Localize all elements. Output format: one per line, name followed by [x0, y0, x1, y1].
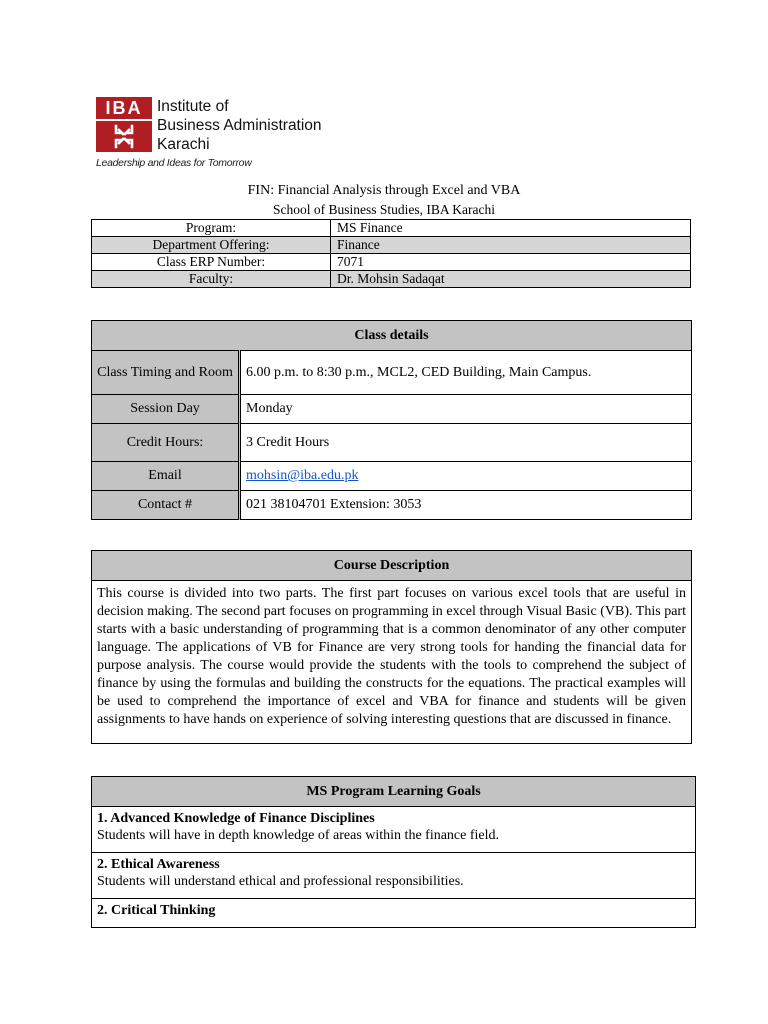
class-details-table	[91, 320, 692, 520]
goal-row	[92, 853, 696, 899]
course-title: FIN: Financial Analysis through Excel and VBA	[247, 183, 521, 198]
goal-description: Students will understand ethical and professional responsibilities.	[97, 874, 464, 889]
logo-tagline: Leadership and Ideas for Tomorrow	[96, 157, 252, 169]
goal-title: 2. Critical Thinking	[97, 903, 216, 918]
logo-abbr: IBA	[96, 97, 152, 119]
institute-line-2: Business Administration	[157, 117, 322, 134]
school-name: School of Business Studies, IBA Karachi	[273, 202, 495, 217]
class-details-heading: Class details	[92, 321, 692, 351]
class-timing-value: 6.00 p.m. to 8:30 p.m., MCL2, CED Building, Main Campus.	[240, 351, 692, 395]
info-value: Finance	[331, 237, 691, 254]
institute-line-1: Institute of	[157, 98, 229, 115]
credit-hours-label: Credit Hours:	[92, 424, 240, 462]
goal-cell	[92, 899, 696, 928]
credit-hours-row	[92, 424, 692, 462]
course-description-body-row	[92, 581, 692, 744]
goal-cell	[92, 853, 696, 899]
info-label: Department Offering:	[92, 237, 331, 254]
emblem-glyph-icon	[96, 121, 152, 152]
info-value: Dr. Mohsin Sadaqat	[331, 271, 691, 288]
course-description-table	[91, 550, 692, 744]
goal-row	[92, 807, 696, 853]
goal-row	[92, 899, 696, 928]
info-value: MS Finance	[331, 220, 691, 237]
iba-logo	[96, 97, 336, 173]
email-link[interactable]: mohsin@iba.edu.pk	[246, 468, 359, 483]
info-row-program	[92, 220, 691, 237]
class-timing-label: Class Timing and Room	[92, 351, 240, 395]
learning-goals-heading: MS Program Learning Goals	[92, 777, 696, 807]
info-label: Faculty:	[92, 271, 331, 288]
course-description-heading: Course Description	[92, 551, 692, 581]
email-label: Email	[92, 462, 240, 491]
learning-goals-table	[91, 776, 696, 928]
course-info-table	[91, 219, 691, 288]
institute-line-3: Karachi	[157, 136, 210, 153]
info-value: 7071	[331, 254, 691, 271]
info-label: Class ERP Number:	[92, 254, 331, 271]
session-day-value: Monday	[240, 395, 692, 424]
institute-name	[157, 97, 322, 154]
info-row-department	[92, 237, 691, 254]
class-details-header-row	[92, 321, 692, 351]
learning-goals-header-row	[92, 777, 696, 807]
email-row	[92, 462, 692, 491]
info-row-erp	[92, 254, 691, 271]
goal-description: Students will have in depth knowledge of areas within the finance field.	[97, 828, 500, 843]
session-day-row	[92, 395, 692, 424]
contact-row	[92, 491, 692, 520]
goal-cell	[92, 807, 696, 853]
iba-emblem-icon	[96, 121, 152, 152]
goal-title: 2. Ethical Awareness	[97, 857, 220, 872]
credit-hours-value: 3 Credit Hours	[240, 424, 692, 462]
info-row-faculty	[92, 271, 691, 288]
goal-title: 1. Advanced Knowledge of Finance Disciplines	[97, 811, 375, 826]
contact-value: 021 38104701 Extension: 3053	[240, 491, 692, 520]
info-label: Program:	[92, 220, 331, 237]
course-description-header-row	[92, 551, 692, 581]
class-timing-row	[92, 351, 692, 395]
session-day-label: Session Day	[92, 395, 240, 424]
course-description-text: This course is divided into two parts. The first part focuses on various excel tools that are useful in decision making. The second part focuses on programming in excel through Visual Basic (VB). This part starts with a basic understanding of programming that is a common denominator of any other computer language. The applications of VB for Finance are very strong tools for handing the financial data for purpose analysis. The course would provide the students with the tools to comprehend the subject of finance by using the formulas and building the constructs for the equations. The practical examples will be used to comprehend the importance of excel and VBA for finance and students will be given assignments to have hands on experience of solving interesting questions that are discussed in finance.	[92, 581, 692, 744]
contact-label: Contact #	[92, 491, 240, 520]
email-cell	[240, 462, 692, 491]
